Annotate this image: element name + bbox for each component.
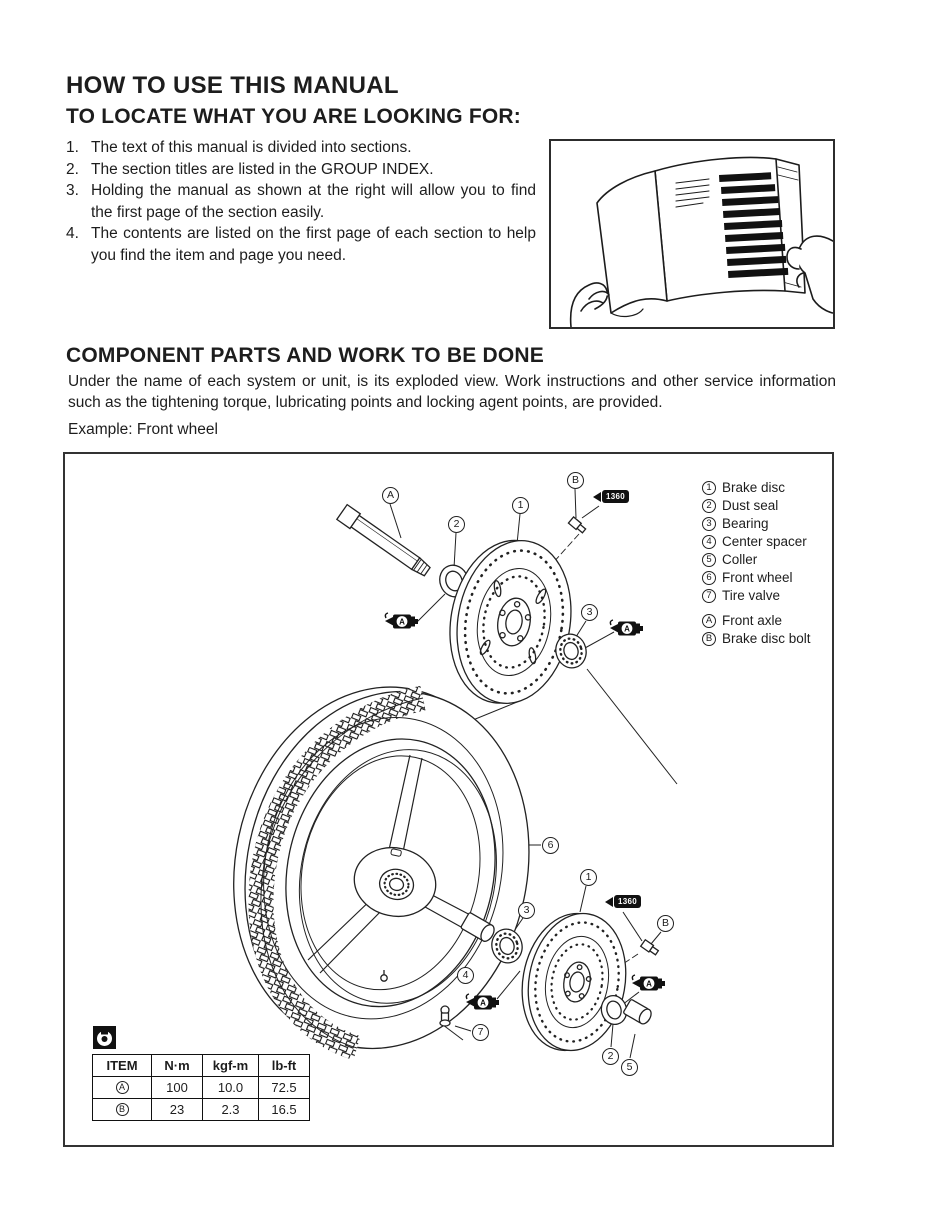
hardware-letter-badge: A <box>702 614 716 628</box>
grease-letter: A <box>624 624 630 634</box>
thread-lock-label: 1360 <box>614 895 641 908</box>
hardware-label: Front axle <box>722 613 783 628</box>
legend-item <box>702 534 811 549</box>
instruction-item <box>66 223 536 266</box>
grease-letter: A <box>646 979 652 989</box>
tag-arrow-icon <box>605 897 613 907</box>
callout-bearing-low: 3 <box>518 902 535 919</box>
hardware-label: Brake disc bolt <box>722 631 811 646</box>
callout-brake-disc-low: 1 <box>580 869 597 886</box>
part-number-badge: 4 <box>702 535 716 549</box>
item-number: 1. <box>66 139 79 156</box>
parts-legend <box>702 480 811 649</box>
part-number-badge: 1 <box>702 481 716 495</box>
instruction-item <box>66 180 536 223</box>
book-illustration <box>551 141 833 327</box>
callout-brake-disc-top: 1 <box>512 497 529 514</box>
grease-letter: A <box>480 998 486 1008</box>
grease-icon <box>609 617 645 641</box>
legend-item <box>702 570 811 585</box>
part-number-badge: 7 <box>702 589 716 603</box>
col-header-item: ITEM <box>93 1055 152 1077</box>
legend-item <box>702 498 811 513</box>
legend-item <box>702 480 811 495</box>
callout-coller: 5 <box>621 1059 638 1076</box>
instruction-item <box>66 159 536 181</box>
part-number-badge: 6 <box>702 571 716 585</box>
col-header-nm: N·m <box>152 1055 203 1077</box>
page-title: HOW TO USE THIS MANUAL <box>66 72 399 99</box>
grease-icon <box>631 972 667 996</box>
grease-icon <box>384 610 420 634</box>
thread-lock-label: 1360 <box>602 490 629 503</box>
torque-table-row <box>93 1099 310 1121</box>
instruction-item <box>66 137 536 159</box>
part-label: Tire valve <box>722 588 781 603</box>
part-label: Bearing <box>722 516 769 531</box>
callout-dust-seal-top: 2 <box>448 516 465 533</box>
callout-dust-seal-low: 2 <box>602 1048 619 1065</box>
torque-value-cell: 2.3 <box>203 1099 259 1121</box>
item-text: Holding the manual as shown at the right will allow you to find the first page of the section easily. <box>91 182 536 221</box>
part-label: Dust seal <box>722 498 779 513</box>
item-text: The contents are listed on the first page of each section to help you find the item and page you need. <box>91 225 536 264</box>
part-number-badge: 3 <box>702 517 716 531</box>
torque-value-cell: 10.0 <box>203 1077 259 1099</box>
item-number: 3. <box>66 182 79 199</box>
item-letter-badge: B <box>116 1103 129 1116</box>
tag-arrow-icon <box>593 492 601 502</box>
torque-item-cell <box>93 1077 152 1099</box>
locate-subtitle: TO LOCATE WHAT YOU ARE LOOKING FOR: <box>66 105 521 128</box>
example-label: Example: Front wheel <box>68 421 218 438</box>
callout-center-spacer: 4 <box>457 967 474 984</box>
callout-front-wheel: 6 <box>542 837 559 854</box>
part-number-badge: 5 <box>702 553 716 567</box>
col-header-kgfm: kgf-m <box>203 1055 259 1077</box>
item-number: 2. <box>66 160 79 178</box>
torque-value-cell: 16.5 <box>259 1099 310 1121</box>
callout-bearing-top: 3 <box>581 604 598 621</box>
component-body: Under the name of each system or unit, is its exploded view. Work instructions and other service information such as the tightening torque, lubricating points and locking agent points, are provided. <box>68 373 836 411</box>
torque-item-cell <box>93 1099 152 1121</box>
thread-lock-tag <box>605 895 641 908</box>
grease-icon <box>465 991 501 1015</box>
legend-item <box>702 552 811 567</box>
hardware-legend <box>702 613 811 646</box>
holding-manual-figure <box>549 139 835 329</box>
callout-front-axle: A <box>382 487 399 504</box>
hardware-letter-badge: B <box>702 632 716 646</box>
callout-disc-bolt-low: B <box>657 915 674 932</box>
torque-table <box>92 1054 310 1121</box>
legend-item <box>702 588 811 603</box>
torque-wrench-icon <box>93 1026 116 1049</box>
torque-table-row <box>93 1077 310 1099</box>
part-label: Coller <box>722 552 758 567</box>
legend-item <box>702 613 811 628</box>
item-text: The text of this manual is divided into sections. <box>91 139 412 156</box>
legend-item <box>702 631 811 646</box>
item-text: The section titles are listed in the GROUP INDEX. <box>91 160 434 178</box>
torque-value-cell: 23 <box>152 1099 203 1121</box>
front-wheel-diagram <box>63 452 834 1147</box>
part-label: Center spacer <box>722 534 807 549</box>
component-heading: COMPONENT PARTS AND WORK TO BE DONE <box>66 344 544 367</box>
legend-item <box>702 516 811 531</box>
torque-value-cell: 100 <box>152 1077 203 1099</box>
thread-lock-tag <box>593 490 629 503</box>
callout-tire-valve: 7 <box>472 1024 489 1041</box>
instruction-list <box>66 137 536 266</box>
part-label: Brake disc <box>722 480 786 495</box>
part-label: Front wheel <box>722 570 793 585</box>
part-number-badge: 2 <box>702 499 716 513</box>
torque-table-header-row <box>93 1055 310 1077</box>
torque-value-cell: 72.5 <box>259 1077 310 1099</box>
col-header-lbft: lb-ft <box>259 1055 310 1077</box>
callout-disc-bolt-top: B <box>567 472 584 489</box>
item-letter-badge: A <box>116 1081 129 1094</box>
grease-letter: A <box>399 617 405 627</box>
item-number: 4. <box>66 225 79 242</box>
